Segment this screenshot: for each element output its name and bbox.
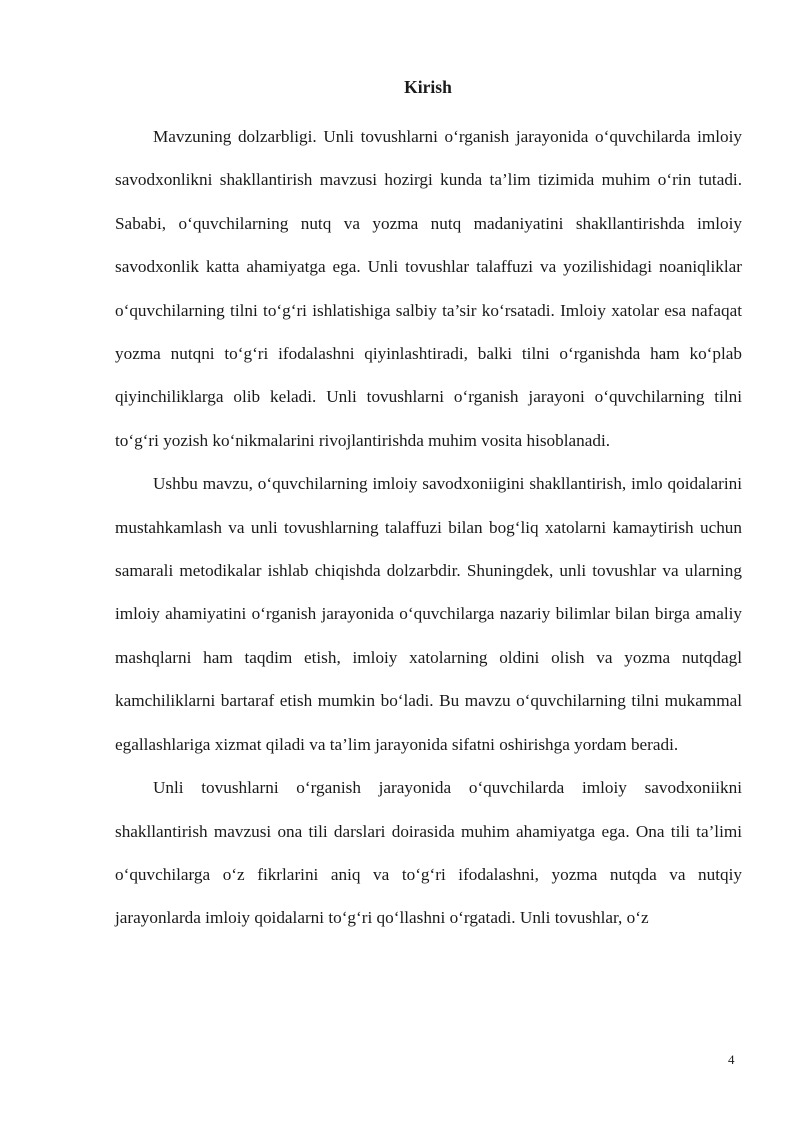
body-text	[115, 115, 742, 940]
section-heading: Kirish	[404, 77, 452, 97]
paragraph-2: Ushbu mavzu, o‘quvchilarning imloiy savodxoniigini shakllantirish, imlo qoidalarini mustahkamlash va unli tovushlarning talaffuzi bilan bog‘liq xatolarni kamaytirish uchun samarali metodikalar ishlab chiqishda dolzarbdir. Shuningdek, unli tovushlar va ularning imloiy ahamiyatini o‘rganish jarayonida o‘quvchilarga nazariy bilimlar bilan birga amaliy mashqlarni ham taqdim etish, imloiy xatolarning oldini olish va yozma nutqdagl kamchiliklarni bartaraf etish mumkin bo‘ladi. Bu mavzu o‘quvchilarning tilni mukammal egallashlariga xizmat qiladi va ta’lim jarayonida sifatni oshirishga yordam beradi.	[115, 474, 742, 754]
page-number: 4	[728, 1052, 735, 1067]
paragraph-3: Unli tovushlarni o‘rganish jarayonida o‘quvchilarda imloiy savodxoniikni shakllantirish mavzusi ona tili darslari doirasida muhim ahamiyatga ega. Ona tili ta’limi o‘quvchilarga o‘z fikrlarini aniq va to‘g‘ri ifodalashni, yozma nutqda va nutqiy jarayonlarda imloiy qoidalarni to‘g‘ri qo‘llashni o‘rgatadi. Unli tovushlar, o‘z	[115, 778, 742, 928]
paragraph-1: Mavzuning dolzarbligi. Unli tovushlarni o‘rganish jarayonida o‘quvchilarda imloiy savodxonlikni shakllantirish mavzusi hozirgi kunda ta’lim tizimida muhim o‘rin tutadi. Sababi, o‘quvchilarning nutq va yozma nutq madaniyatini shakllantirishda imloiy savodxonlik katta ahamiyatga ega. Unli tovushlar talaffuzi va yozilishidagi noaniqliklar o‘quvchilarning tilni to‘g‘ri ishlatishiga salbiy ta’sir ko‘rsatadi. Imloiy xatolar esa nafaqat yozma nutqni to‘g‘ri ifodalashni qiyinlashtiradi, balki tilni o‘rganishda ham ko‘plab qiyinchiliklarga olib keladi. Unli tovushlarni o‘rganish jarayoni o‘quvchilarning tilni to‘g‘ri yozish ko‘nikmalarini rivojlantirishda muhim vosita hisoblanadi.	[115, 127, 742, 450]
